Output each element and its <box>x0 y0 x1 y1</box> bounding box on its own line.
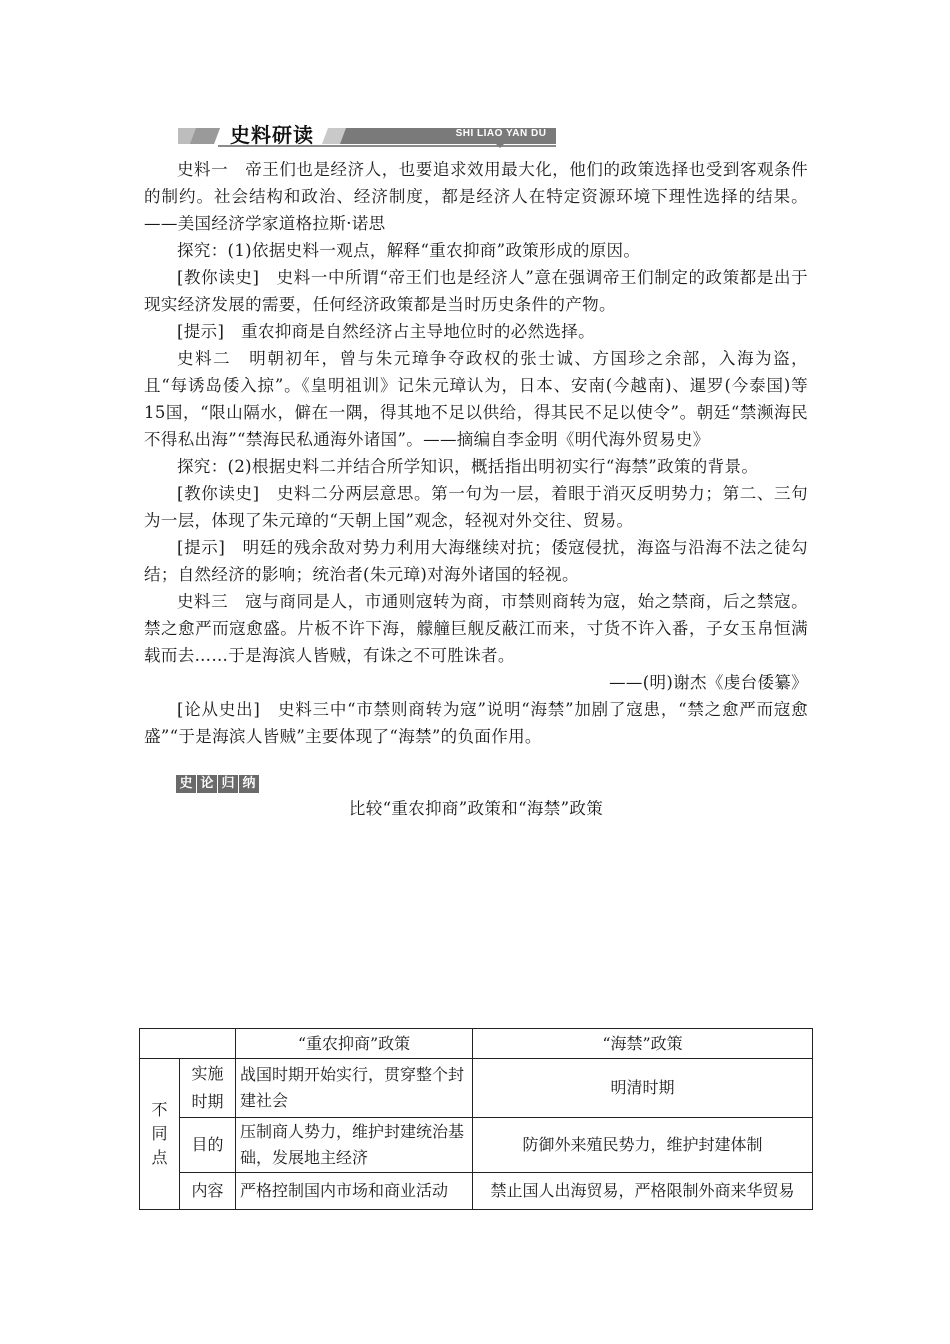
hint-two: [提示] 明廷的残余敌对势力利用大海继续对抗；倭寇侵扰，海盗与沿海不法之徒勾结；自然经济的影响；统治者(朱元璋)对海外诸国的轻视。 <box>144 538 808 584</box>
summary-tag-char: 史 <box>176 775 196 793</box>
table-row <box>140 1173 813 1210</box>
analysis-paragraph: [论从史出] 史料三中“市禁则商转为寇”说明“海禁”加剧了寇患，“禁之愈严而寇愈盛”“于是海滨人皆贼”主要体现了“海禁”的负面作用。 <box>144 700 808 746</box>
table-cell: 压制商人势力，维护封建统治基础，发展地主经济 <box>236 1118 473 1173</box>
table-cell: 禁止国人出海贸易，严格限制外商来华贸易 <box>473 1173 813 1210</box>
reading-guide-two: [教你读史] 史料二分两层意思。第一句为一层，着眼于消灭反明势力；第二、三句为一层，体现了朱元璋的“天朝上国”观念，轻视对外交往、贸易。 <box>144 484 808 530</box>
section-banner <box>178 122 738 148</box>
table-cell: 严格控制国内市场和商业活动 <box>236 1173 473 1210</box>
reading-guide-one: [教你读史] 史料一中所谓“帝王们也是经济人”意在强调帝王们制定的政策都是出于现实经济发展的需要，任何经济政策都是当时历史条件的产物。 <box>144 268 808 314</box>
source-three-paragraph: 史料三 寇与商同是人，市通则寇转为商，市禁则商转为寇，始之禁商，后之禁寇。禁之愈严而寇愈盛。片板不许下海，艨艟巨舰反蔽江而来，寸货不许入番，子女玉帛恒满载而去……于是海滨人皆贼，有诛之不可胜诛者。 <box>144 592 808 665</box>
table-cell: 战国时期开始实行，贯穿整个封建社会 <box>236 1059 473 1118</box>
summary-tag-char: 归 <box>218 775 238 793</box>
summary-tag-char: 纳 <box>239 775 259 793</box>
hint-one: [提示] 重农抑商是自然经济占主导地位时的必然选择。 <box>177 322 595 341</box>
table-header-sea-ban-policy: “海禁”政策 <box>473 1029 813 1059</box>
row-label: 实施时期 <box>180 1059 236 1118</box>
table-cell: 防御外来殖民势力，维护封建体制 <box>473 1118 813 1173</box>
group-label-differences: 不同点 <box>140 1059 180 1210</box>
source-three-citation: ——(明)谢杰《虔台倭纂》 <box>609 673 808 692</box>
comparison-table <box>139 1028 813 1210</box>
source-two-paragraph: 史料二 明朝初年，曾与朱元璋争夺政权的张士诚、方国珍之余部，入海为盗，且“每诱岛倭入掠”。《皇明祖训》记朱元璋认为，日本、安南(今越南)、暹罗(今泰国)等15国，“限山隔水，僻在一隅，得其地不足以供给，得其民不足以使令”。朝廷“禁濒海民不得私出海”“禁海民私通海外诸国”。——摘编自李金明《明代海外贸易史》 <box>144 349 808 449</box>
table-header-empty <box>140 1029 236 1059</box>
row-label: 目的 <box>180 1118 236 1173</box>
main-text <box>144 156 808 750</box>
table-row <box>140 1118 813 1173</box>
row-label: 内容 <box>180 1173 236 1210</box>
inquiry-two: 探究：(2)根据史料二并结合所学知识，概括指出明初实行“海禁”政策的背景。 <box>177 457 759 476</box>
table-caption: 比较“重农抑商”政策和“海禁”政策 <box>348 799 604 818</box>
summary-tag <box>176 775 259 793</box>
inquiry-one: 探究：(1)依据史料一观点，解释“重农抑商”政策形成的原因。 <box>177 241 641 260</box>
table-header-agriculture-policy: “重农抑商”政策 <box>236 1029 473 1059</box>
source-one-paragraph: 史料一 帝王们也是经济人，也要追求效用最大化，他们的政策选择也受到客观条件的制约。社会结构和政治、经济制度，都是经济人在特定资源环境下理性选择的结果。——美国经济学家道格拉斯·诺思 <box>144 160 808 233</box>
table-cell: 明清时期 <box>473 1059 813 1118</box>
summary-tag-char: 论 <box>197 775 217 793</box>
table-header-row <box>140 1029 813 1059</box>
table-row <box>140 1059 813 1118</box>
banner-title: 史料研读 <box>230 123 314 147</box>
banner-pinyin: SHI LIAO YAN DU <box>455 128 547 139</box>
